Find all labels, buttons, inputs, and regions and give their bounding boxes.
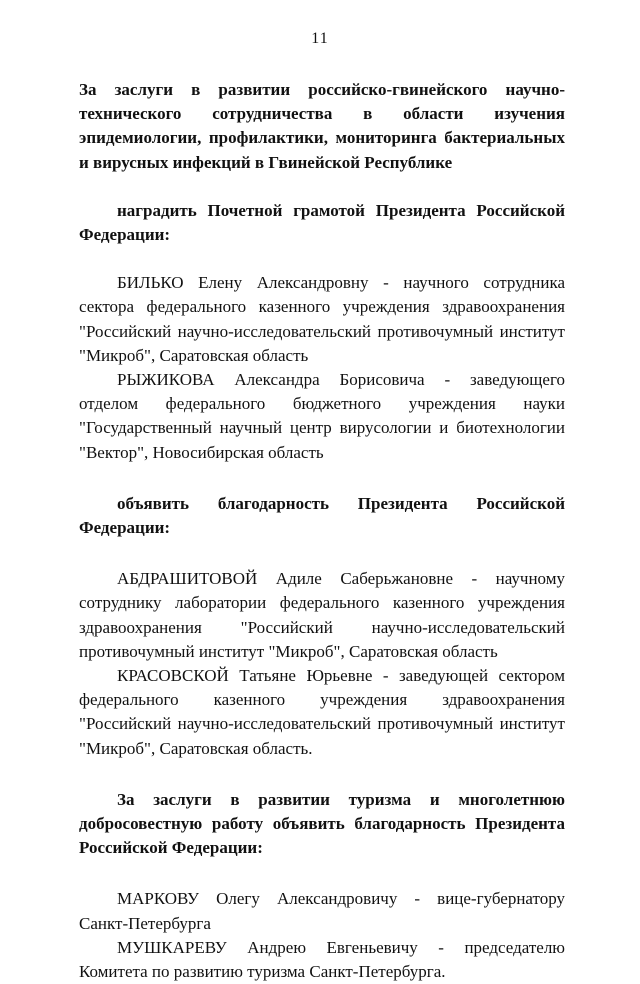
awardee-entry: РЫЖИКОВА Александра Борисовича - заведующего отделом федерального бюджетного учреждения науки "Государственный научный центр вирусологии и биотехнологии "Вектор", Новосибирская область	[79, 370, 565, 462]
awardee-entry: БИЛЬКО Елену Александровну - научного сотрудника сектора федерального казенного учреждения здравоохранения "Российский научно-исследовательский противочумный институт "Микроб", Саратовская область	[79, 273, 565, 365]
page-number: 11	[311, 30, 329, 47]
award-decision-gratitude: объявить благодарность Президента Российской Федерации:	[79, 493, 565, 538]
document-body	[79, 78, 565, 984]
awardee-entry: АБДРАШИТОВОЙ Адиле Саберьжановне - научному сотруднику лаборатории федерального казенного учреждения здравоохранения "Российский научно-исследовательский противочумный институт "Микроб", Саратовская область	[79, 569, 565, 661]
section-heading-tourism: За заслуги в развитии туризма и многолетнюю добросовестную работу объявить благодарность Президента Российской Федерации:	[79, 789, 565, 858]
awardee-entry: МАРКОВУ Олегу Александровичу - вице-губернатору Санкт-Петербурга	[79, 889, 565, 933]
section-heading-science: За заслуги в развитии российско-гвинейского научно-технического сотрудничества в области изучения эпидемиологии, профилактики, мониторинга бактериальных и вирусных инфекций в Гвинейской Республике	[79, 80, 565, 172]
award-decision-certificate: наградить Почетной грамотой Президента Российской Федерации:	[79, 200, 565, 245]
awardee-entry: КРАСОВСКОЙ Татьяне Юрьевне - заведующей сектором федерального казенного учреждения здравоохранения "Российский научно-исследовательский противочумный институт "Микроб", Саратовская область.	[79, 666, 565, 758]
awardee-entry: МУШКАРЕВУ Андрею Евгеньевичу - председателю Комитета по развитию туризма Санкт-Петербурга.	[79, 937, 565, 982]
